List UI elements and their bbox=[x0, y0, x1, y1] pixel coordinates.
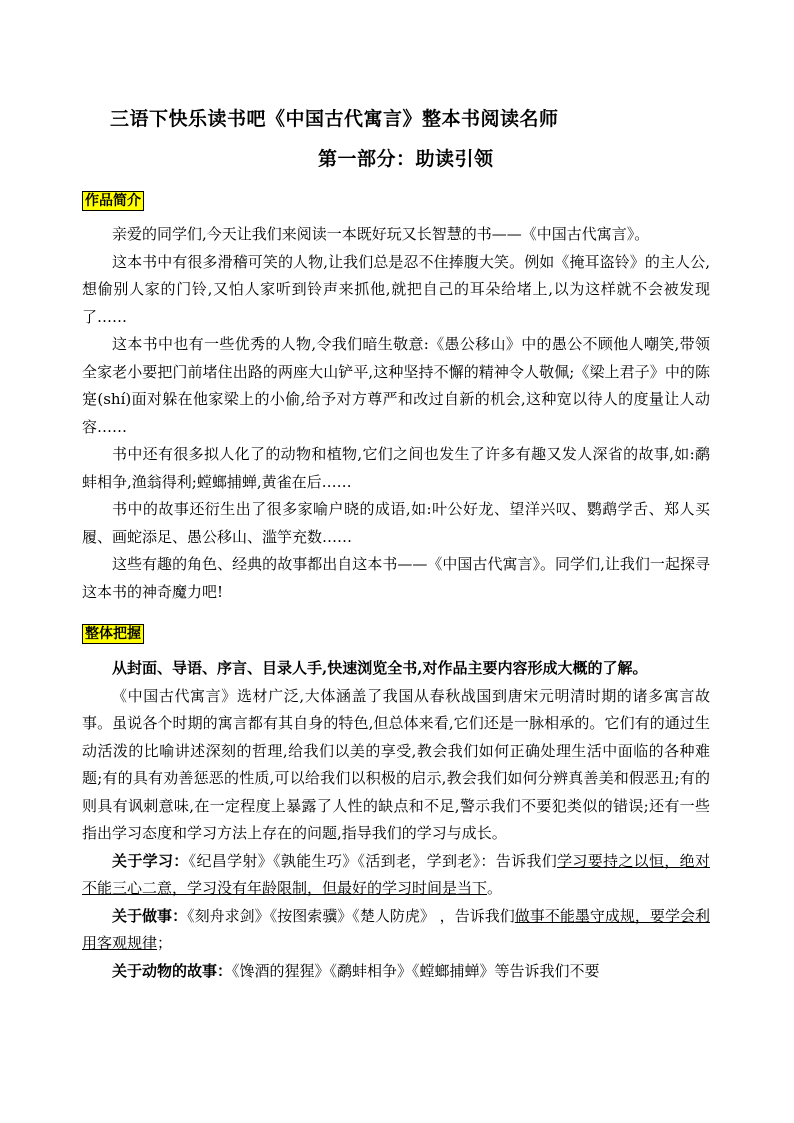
study-theme bbox=[82, 848, 710, 903]
page-subtitle: 第一部分：助读引领 bbox=[318, 148, 494, 170]
animals-text: 《馋酒的猩猩》《鹬蚌相争》《螳螂捕蝉》等告诉我们不要 bbox=[232, 961, 600, 980]
work-label: 关于做事： bbox=[112, 906, 188, 925]
section-tag-overview: 整体把握 bbox=[82, 624, 144, 644]
intro-paragraph: 这些有趣的角色、经典的故事都出自这本书——《中国古代寓言》。同学们,让我们一起探寻这本书的神奇魔力吧! bbox=[82, 555, 710, 601]
section-tag-intro: 作品简介 bbox=[82, 191, 144, 211]
intro-paragraph: 这本书中有很多滑稽可笑的人物,让我们总是忍不住捧腹大笑。例如《掩耳盗铃》的主人公,想偷别人家的门铃,又怕人家听到铃声来抓他,就把自己的耳朵给堵上,以为这样就不会被发现了…… bbox=[82, 252, 710, 326]
study-end: 。 bbox=[487, 879, 503, 897]
overview-lead: 从封面、导语、序言、目录人手,快速浏览全书,对作品主要内容形成大概的了解。 bbox=[112, 659, 648, 677]
intro-section bbox=[82, 221, 710, 606]
animals-label: 关于动物的故事： bbox=[112, 961, 233, 980]
study-label: 关于学习： bbox=[112, 851, 189, 870]
study-text: 《纪昌学射》《孰能生巧》《活到老，学到老》：告诉我们 bbox=[188, 851, 558, 870]
work-text: 《刻舟求剑》《按图索骥》《楚人防虎》 ，告诉我们 bbox=[187, 906, 515, 925]
work-theme bbox=[82, 903, 710, 958]
intro-paragraph: 书中的故事还衍生出了很多家喻户晓的成语,如:叶公好龙、望洋兴叹、鹦鹉学舌、郑人买履、画蛇添足、愚公移山、滥竽充数…… bbox=[82, 500, 710, 546]
work-underlined: 做事不能墨守成规，要学会利用客观规律 bbox=[82, 906, 710, 952]
intro-paragraph: 亲爱的同学们,今天让我们来阅读一本既好玩又长智慧的书——《中国古代寓言》。 bbox=[112, 225, 650, 243]
overview-paragraph: 《中国古代寓言》选材广泛,大体涵盖了我国从春秋战国到唐宋元明清时期的诸多寓言故事。虽说各个时期的寓言都有其自身的特色,但总体来看,它们还是一脉相承的。它们有的通过生动活泼的比喻讲述深刻的哲理,给我们以美的享受,教会我们如何正确处理生活中面临的各种难题;有的具有劝善惩恶的性质,可以给我们以积极的启示,教会我们如何分辨真善美和假恶丑;有的则具有讽刺意味,在一定程度上暴露了人性的缺点和不足,警示我们不要犯类似的错误;还有一些指出学习态度和学习方法上存在的问题,指导我们的学习与成长。 bbox=[82, 686, 710, 842]
page-title: 三语下快乐读书吧《中国古代寓言》整本书阅读名师 bbox=[110, 108, 559, 130]
overview-section bbox=[82, 655, 710, 985]
study-underlined: 学习要持之以恒，绝对不能三心二意，学习没有年龄限制，但最好的学习时间是当下 bbox=[82, 851, 710, 897]
animals-theme bbox=[82, 958, 710, 986]
intro-paragraph: 这本书中也有一些优秀的人物,令我们暗生敬意:《愚公移山》中的愚公不顾他人嘲笑,带领全家老小要把门前堵住出路的两座大山铲平,这种坚持不懈的精神令人敬佩;《梁上君子》中的陈寔(shí)面对躲在他家梁上的小偷,给予对方尊严和改过自新的机会,这种宽以待人的度量让人动容…… bbox=[82, 335, 710, 436]
work-end: ； bbox=[157, 934, 173, 952]
intro-paragraph: 书中还有很多拟人化了的动物和植物,它们之间也发生了许多有趣又发人深省的故事,如:鹬蚌相争,渔翁得利;螳螂捕蝉,黄雀在后…… bbox=[82, 445, 710, 491]
